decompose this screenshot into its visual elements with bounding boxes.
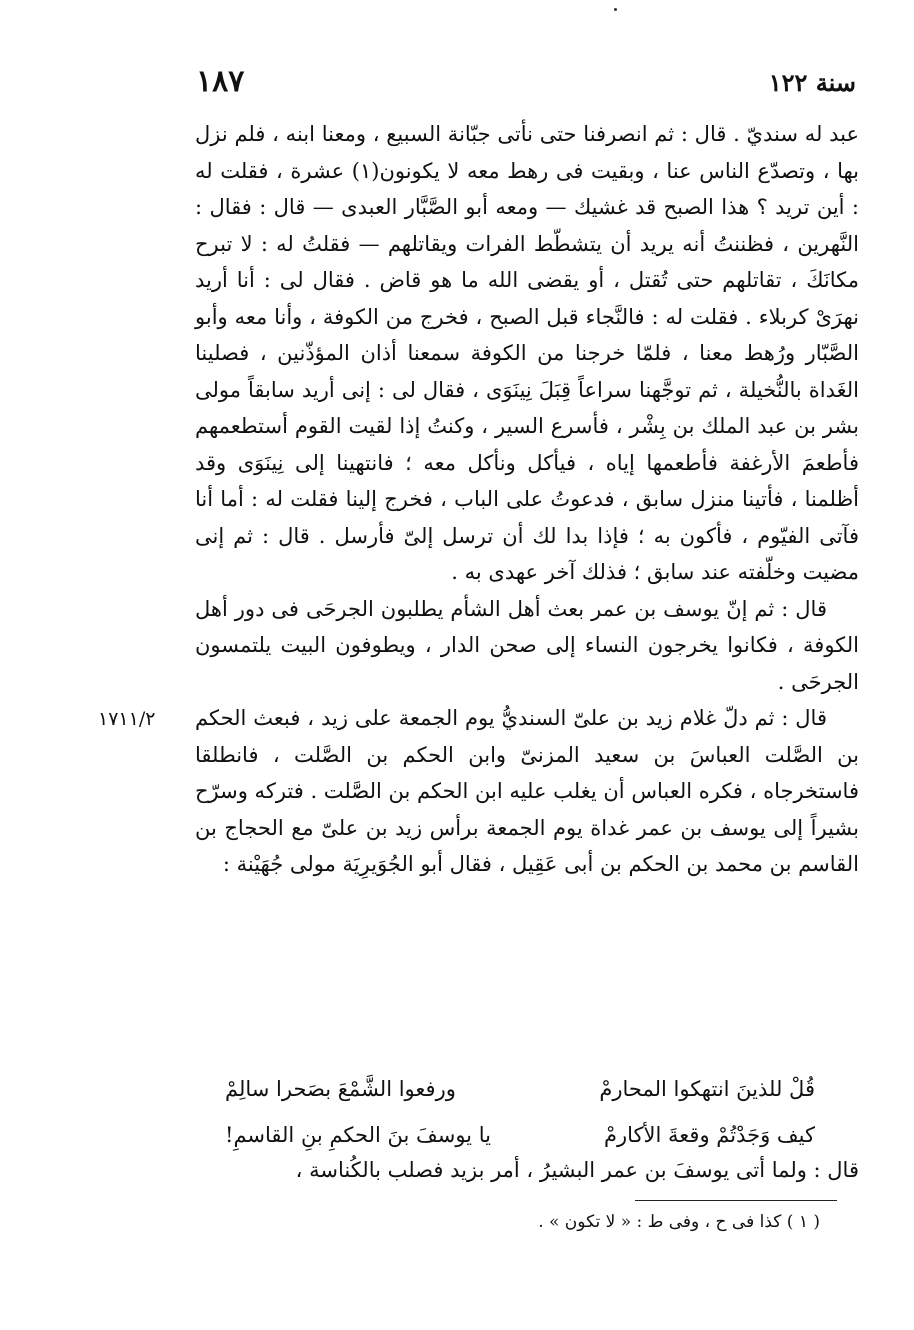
- year-heading: سنة ١٢٢: [768, 68, 856, 97]
- closing-text: [195, 1152, 859, 1189]
- main-text: [195, 116, 859, 883]
- verse-first-hemistich: قُلْ للذينَ انتهكوا المحارمْ: [599, 1077, 815, 1101]
- paragraph: قال : ثم دلّ غلام زيد بن علىّ السنديُّ يوم الجمعة على زيد ، فبعث الحكم بن الصَّلت العباسَ بن سعيد المزنىّ وابن الحكم بن الصَّلت ، فانطلقا فاستخرجاه ، فكره العباس أن يغلب عليه ابن الحكم بن الصَّلت . فتركه وسرّح بشيراً إلى يوسف بن عمر غداة يوم الجمعة برأس زيد بن علىّ مع الحجاج بن القاسم بن محمد بن الحكم بن أبى عَقِيل ، فقال أبو الجُوَيرِيَة مولى جُهَيْنة :: [195, 706, 859, 876]
- footnote: ( ١ ) كذا فى ح ، وفى ط : « لا تكون » .: [538, 1212, 820, 1232]
- scan-speck: [614, 8, 617, 11]
- footnote-divider: [635, 1200, 837, 1201]
- page-number: ١٨٧: [196, 64, 245, 99]
- poem: [225, 1066, 815, 1158]
- verse-first-hemistich: كيف وَجَدْتُمْ وقعةَ الأكارمْ: [604, 1123, 815, 1147]
- verse-second-hemistich: يا يوسفَ بنَ الحكمِ بنِ القاسمِ!: [225, 1123, 491, 1147]
- verse-line: [225, 1066, 815, 1112]
- paragraph: عبد له سنديّ . قال : ثم انصرفنا حتى نأتى جبّانة السبيع ، ومعنا ابنه ، فلم نزل بها ، وتصدّع الناس عنا ، وبقيت فى رهط معه لا يكونون(١) عشرة ، فقلت له : أين تريد ؟ هذا الصبح قد غشيك — ومعه أبو الصَّبَّار العبدى — قال : فقال : النَّهرين ، فظننتُ أنه يريد أن يتشطّط الفرات ويقاتلهم — فقلتُ له : لا تبرح مكانَكَ ، تقاتلهم حتى تُقتل ، أو يقضى الله ما هو قاض . فقال لى : أنا أريد نهرَىْ كربلاء . فقلت له : فالنَّجاء قبل الصبح ، فخرج من الكوفة ، وأنا معه وأبو الصَّبّار ورُهط معنا ، فلمّا خرجنا من الكوفة سمعنا أذان المؤذّنين ، فصلينا الغَداة بالنُّخيلة ، ثم توجَّهنا سراعاً قِبَلَ نِينَوَى ، فقال لى : إنى أريد سابقاً مولى بشر بن عبد الملك بن بِشْر ، فأسرع السير ، وكنتُ إذا لقيت القوم أستطعمهم فأطعمَ الأرغفة فأطعمها إياه ، فيأكل ونأكل معه ؛ فانتهينا إلى نِينَوَى وقد أظلمنا ، فأتينا منزل سابق ، فدعوتُ على الباب ، فخرج إلينا فقلت له : أما أنا فآتى الفيّوم ، فأكون به ؛ فإذا بدا لك أن ترسل إلىّ فأرسل . قال : ثم إنى مضيت وخلّفته عند سابق ؛ فذلك آخر عهدى به .: [195, 122, 859, 584]
- margin-reference: ١٧١١/٢: [98, 708, 156, 730]
- verse-second-hemistich: ورفعوا الشَّمْعَ بصَحرا سالِمْ: [225, 1077, 456, 1101]
- last-line: قال : ولما أتى يوسفَ بن عمر البشيرُ ، أمر بزيد فصلب بالكُناسة ،: [295, 1158, 859, 1182]
- paragraph: قال : ثم إنّ يوسف بن عمر بعث أهل الشأم يطلبون الجرحَى فى دور أهل الكوفة ، فكانوا يخرجون النساء إلى صحن الدار ، ويطوفون البيت يلتمسون الجرحَى .: [195, 596, 859, 694]
